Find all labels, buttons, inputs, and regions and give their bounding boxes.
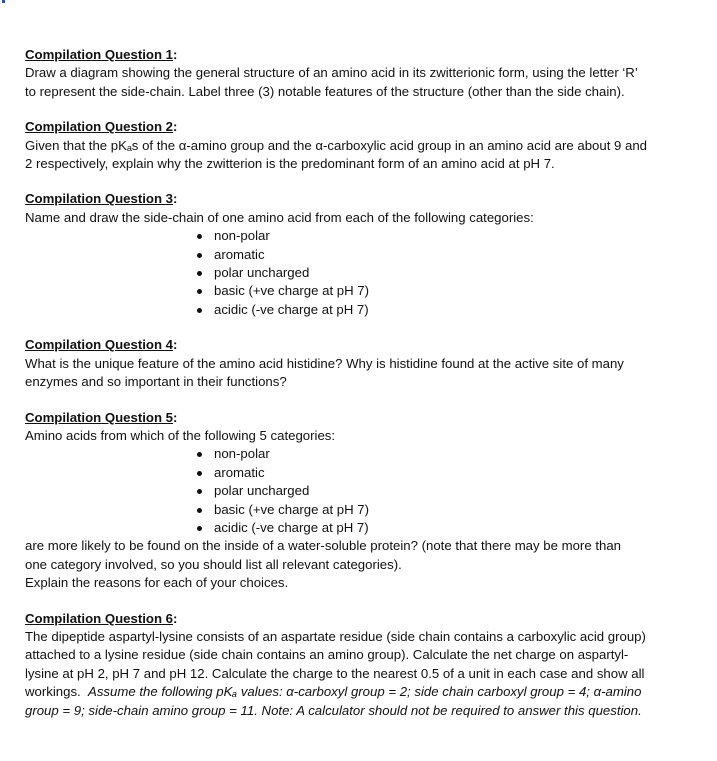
question-6-line-1: The dipeptide aspartyl-lysine consists of an aspartate residue (side chain contains a carboxylic acid group) <box>25 628 646 644</box>
question-1: Compilation Question 1: Draw a diagram showing the general structure of an amino acid in its zwitterionic form, using the letter ‘R’ to represent the side-chain. Label three (3) notable features of the structure (other than the side chain). <box>25 46 690 101</box>
question-4: Compilation Question 4: What is the unique feature of the amino acid histidine? Why is histidine found at the active site of many enzymes and so important in their functions? <box>25 336 690 391</box>
question-4-title: Compilation Question 4 <box>25 337 173 353</box>
question-6: Compilation Question 6: The dipeptide aspartyl-lysine consists of an aspartate residue (side chain contains a carboxylic acid group) attached to a lysine residue (side chain contains an amino group). Calculate the net charge on aspartyl- lysine at pH 2, pH 7 and pH 12. Calculate the charge to the nearest 0.5 of a unit in each case and show all workings. Assume the following pKₐ values: α-carboxyl group = 2; side chain carboxyl group = 4; α-amino group = 9; side-chain amino group = 11. Note: A calculator should not be required to answer this question. <box>25 610 690 720</box>
list-item: polar uncharged <box>195 264 690 282</box>
question-2-title: Compilation Question 2 <box>25 119 173 135</box>
question-5: Compilation Question 5: Amino acids from which of the following 5 categories: non-polar aromatic polar uncharged basic (+ve charge at pH 7) acidic (-ve charge at pH 7) are more likely to be found on the inside of a water-soluble protein? (note that there may be more than one category involved, so you should list all relevant categories). Explain the reasons for each of your choices. <box>25 409 690 593</box>
question-5-after-line-1: are more likely to be found on the inside of a water-soluble protein? (note that there may be more than <box>25 538 621 554</box>
question-6-line-3: lysine at pH 2, pH 7 and pH 12. Calculate the charge to the nearest 0.5 of a unit in each case and show all <box>25 665 645 681</box>
list-item: basic (+ve charge at pH 7) <box>195 282 690 300</box>
question-5-line-1: Amino acids from which of the following 5 categories: <box>25 427 336 443</box>
question-2: Compilation Question 2: Given that the pKₐs of the α-amino group and the α-carboxylic acid group in an amino acid are about 9 and 2 respectively, explain why the zwitterion is the predominant form of an amino acid at pH 7. <box>25 118 690 173</box>
question-3: Compilation Question 3: Name and draw the side-chain of one amino acid from each of the following categories: non-polar aromatic polar uncharged basic (+ve charge at pH 7) acidic (-ve charge at pH 7) <box>25 190 690 319</box>
list-item: acidic (-ve charge at pH 7) <box>195 301 690 319</box>
document <box>25 46 690 737</box>
question-3-title: Compilation Question 3 <box>25 191 173 207</box>
question-6-title: Compilation Question 6 <box>25 610 173 626</box>
list-item: basic (+ve charge at pH 7) <box>195 501 690 519</box>
list-item: acidic (-ve charge at pH 7) <box>195 519 690 537</box>
question-3-category-list <box>25 227 690 319</box>
list-item: aromatic <box>195 246 690 264</box>
question-6-line-4: workings. <box>25 684 81 700</box>
question-6-assumption-line-1: Assume the following pKₐ values: α-carboxyl group = 2; side chain carboxyl group = 4; α-amino <box>88 684 642 700</box>
question-6-assumption-line-2: group = 9; side-chain amino group = 11. Note: A calculator should not be required to answer this question. <box>25 702 642 718</box>
question-1-title: Compilation Question 1 <box>25 47 173 62</box>
question-5-title: Compilation Question 5 <box>25 409 173 425</box>
question-5-category-list <box>25 445 690 537</box>
question-2-line-2: 2 respectively, explain why the zwitterion is the predominant form of an amino acid at pH 7. <box>25 156 555 172</box>
question-1-line-2: to represent the side-chain. Label three (3) notable features of the structure (other than the side chain). <box>25 83 625 99</box>
question-2-line-1: Given that the pKₐs of the α-amino group and the α-carboxylic acid group in an amino acid are about 9 and <box>25 137 648 153</box>
question-5-after-line-3: Explain the reasons for each of your choices. <box>25 575 289 591</box>
list-item: aromatic <box>195 464 690 482</box>
list-item: polar uncharged <box>195 482 690 500</box>
question-4-line-2: enzymes and so important in their functions? <box>25 374 287 390</box>
question-5-after-line-2: one category involved, so you should list all relevant categories). <box>25 556 402 572</box>
question-6-line-2: attached to a lysine residue (side chain contains an amino group). Calculate the net charge on aspartyl- <box>25 647 629 663</box>
corner-mark <box>2 0 5 3</box>
question-4-line-1: What is the unique feature of the amino acid histidine? Why is histidine found at the active site of many <box>25 355 624 371</box>
question-3-line-1: Name and draw the side-chain of one amino acid from each of the following categories: <box>25 209 534 225</box>
list-item: non-polar <box>195 227 690 245</box>
question-1-line-1: Draw a diagram showing the general structure of an amino acid in its zwitterionic form, using the letter ‘R’ <box>25 65 638 81</box>
list-item: non-polar <box>195 445 690 463</box>
